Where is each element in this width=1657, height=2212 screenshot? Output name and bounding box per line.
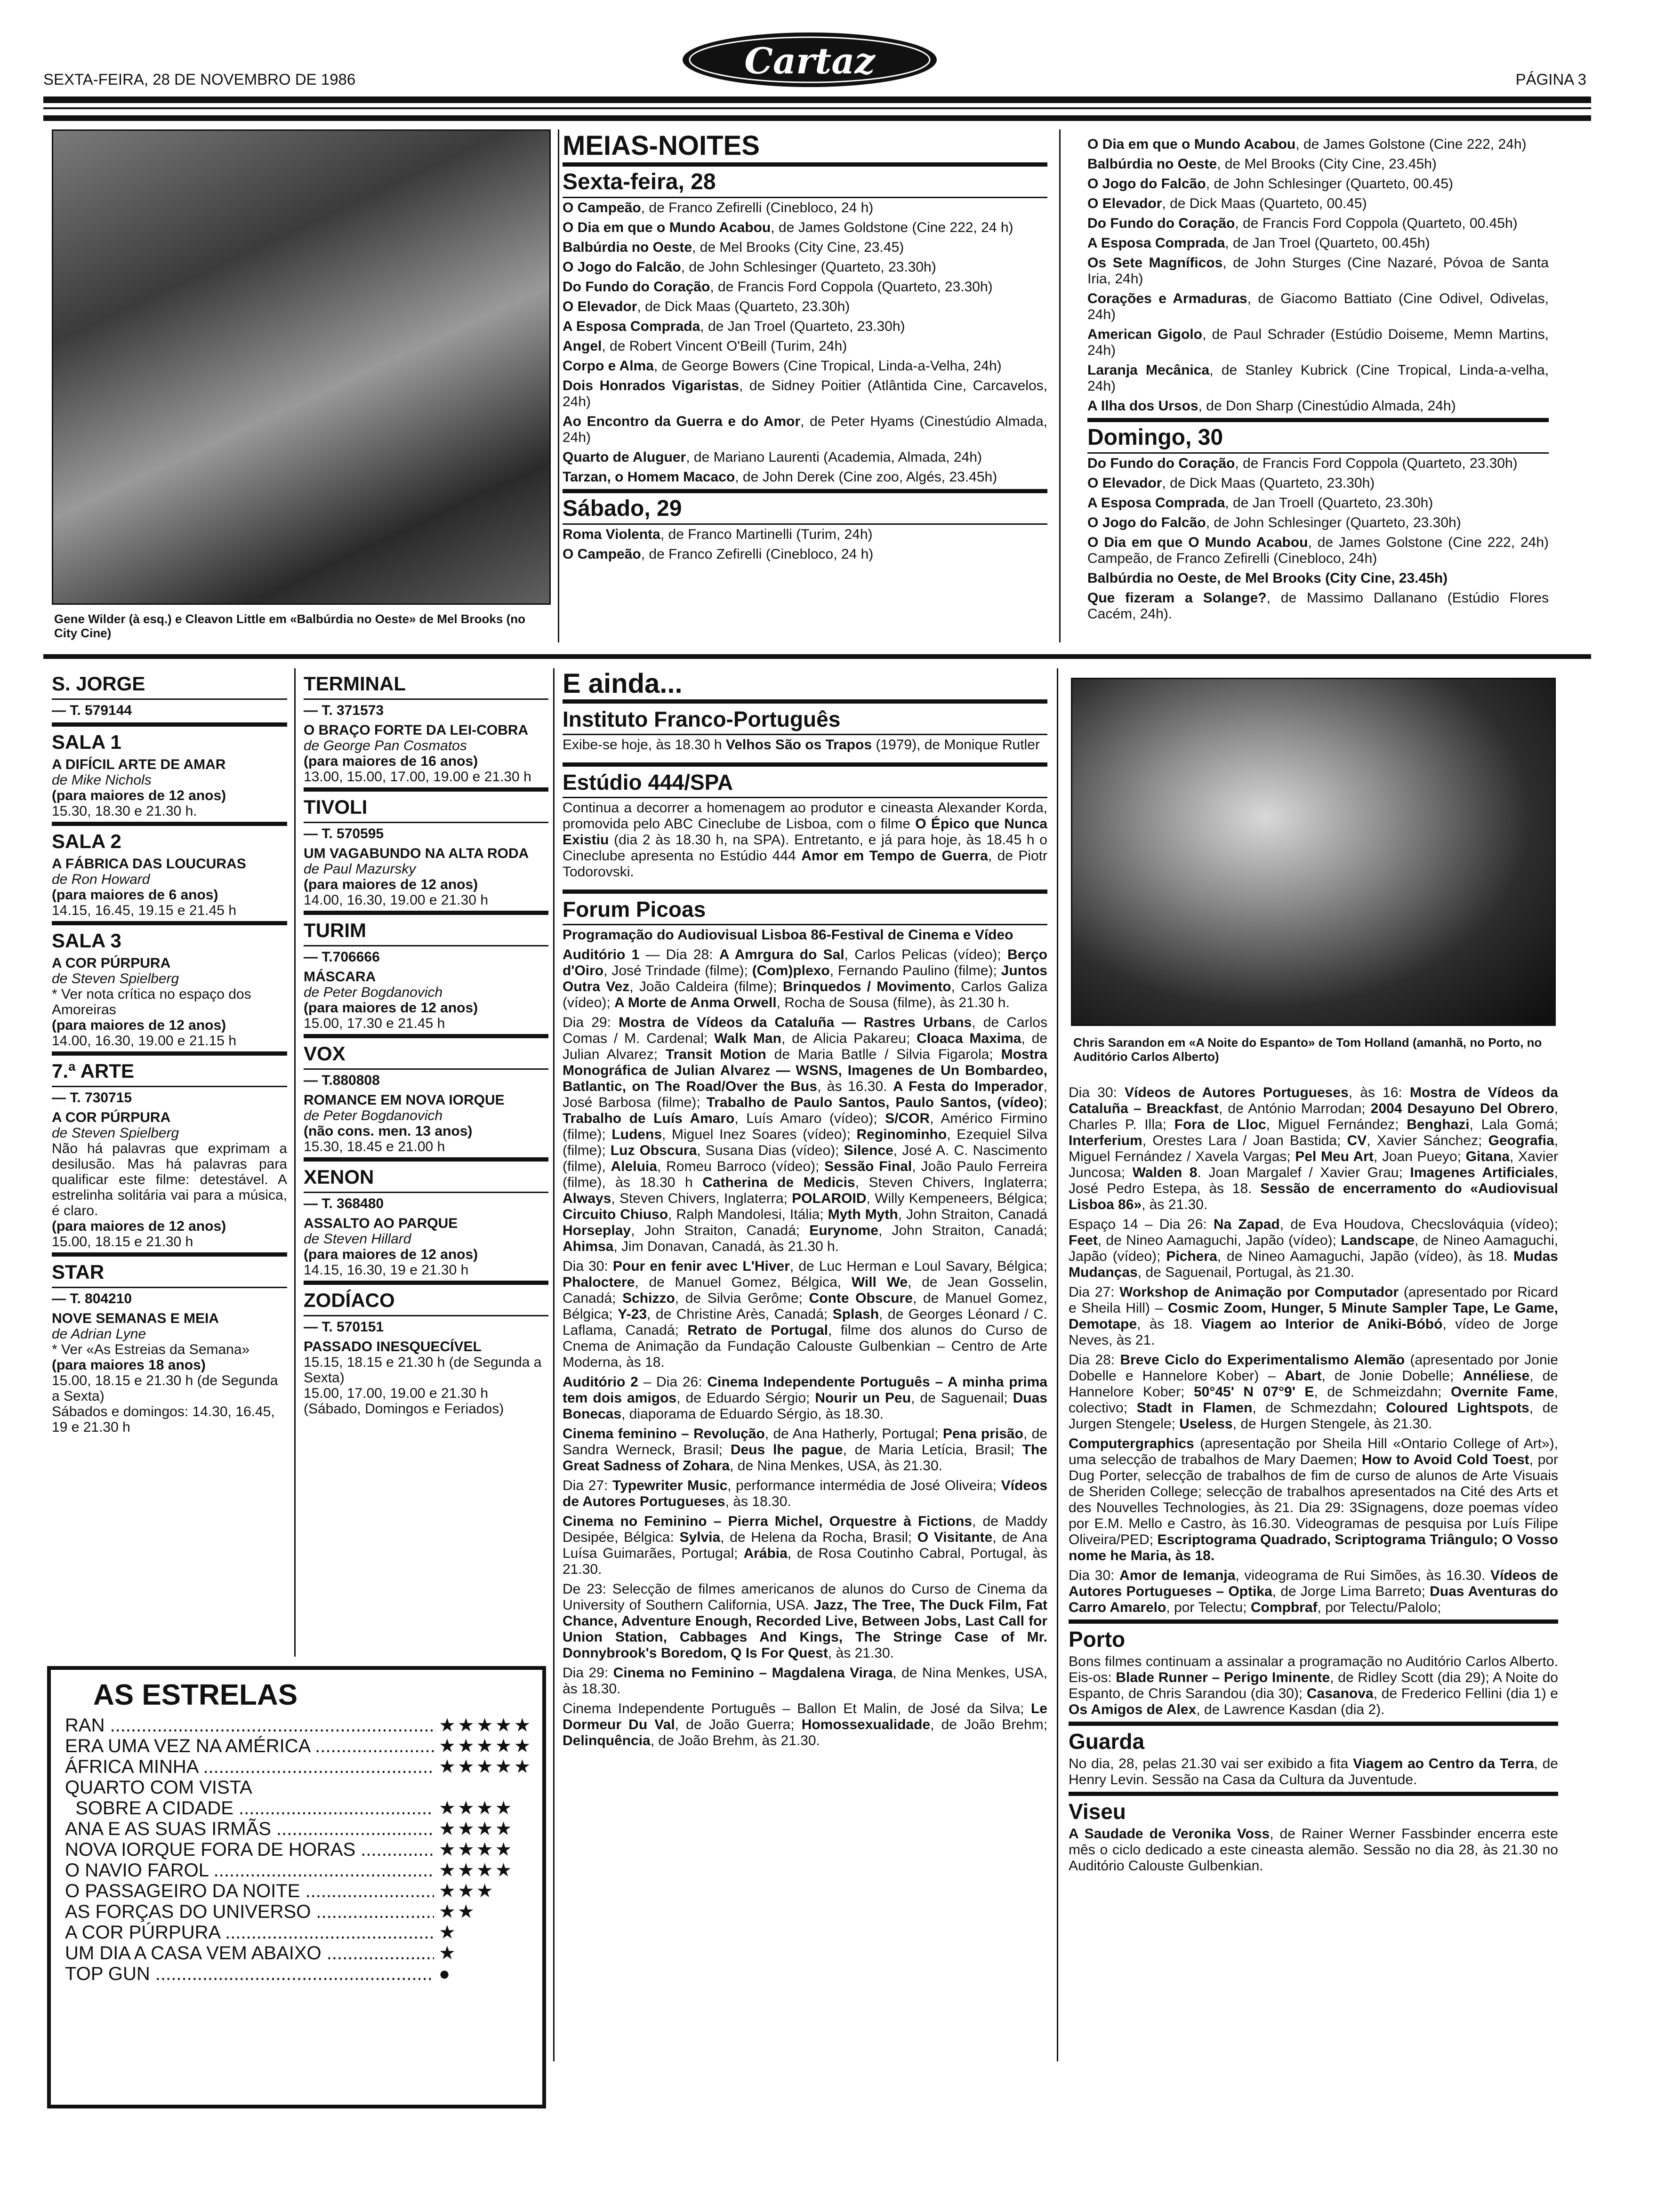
- listing-item: O Campeão, de Franco Zefirelli (Cinebloco, 24 h): [563, 200, 874, 216]
- listing-item: Do Fundo do Coração, de Francis Ford Coppola (Quarteto, 23.30h): [563, 279, 993, 295]
- rating-film-title: NOVA IORQUE FORA DE HORAS .....: [65, 1839, 434, 1860]
- photo-caption-balburdia: Gene Wilder (à esq.) e Cleavon Little em «Balbúrdia no Oeste» de Mel Brooks (no City Cine): [54, 612, 525, 640]
- rating-film-title: SOBRE A CIDADE .....: [65, 1798, 434, 1819]
- rating-stars-icon: ★★★★★: [439, 1756, 533, 1777]
- forum-text: [563, 927, 1047, 1749]
- rating-row: [65, 1922, 533, 1943]
- listing-item: O Jogo do Falcão, de John Schlesinger (Quarteto, 23.30h): [1087, 515, 1461, 530]
- ratings-list: [65, 1715, 533, 1984]
- heading-porto: Porto: [1069, 1619, 1558, 1651]
- rating-film-title: TOP GUN .....: [65, 1964, 434, 1984]
- heading-forum-picoas: Forum Picoas: [563, 890, 1047, 921]
- film-rating: (para maiores 18 anos): [52, 1357, 206, 1373]
- logo-text: Cartaz: [744, 40, 875, 82]
- listing-item: Dois Honrados Vigaristas, de Sidney Poitier (Atlântida Cine, Carcavelos, 24h): [563, 378, 1047, 409]
- paragraph: Dia 29: Mostra de Vídeos da Cataluña — Rastres Urbans, de Carlos Comas / M. Cardenal; Walk Man, de Alicia Pakareu; Cloaca Maxima, de Julian Alvarez; Transit Motion de Maria Batlle / Silvia Figarola; Mostra Monográfica de Julian Alvarez — WSNS, Imagenes de Un Bombardeo, Batlantic, on The Road/Over the Bus, às 16.30. A Festa do Imperador, José Barbosa (filme); Trabalho de Paulo Santos, Paulo Santos, (vídeo); Trabalho de Luís Amaro, Luís Amaro (vídeo); S/COR, Américo Firmino (filme); Ludens, Miguel Inez Soares (vídeo); Reginominho, Ezequiel Silva (filme); Luz Obscura, Susana Dias (vídeo); Silence, José A. C. Nascimento (filme), Aleluia, Romeu Barroco (vídeo); Sessão Final, João Paulo Ferreira (filme), às 18.30 h Catherina de Medicis, Steven Chivers, Inglaterra; Always, Steven Chivers, Inglaterra; POLAROID, Willy Kempeneers, Bélgica; Circuito Chiuso, Ralph Mandolesi, Itália; Myth Myth, John Straiton, Canadá Horseplay, John Straiton, Canadá; Eurynome, John Straiton, Canadá; Ahimsa, Jim Donavan, Canadá, às 21.30 h.: [563, 1015, 1048, 1254]
- film-director: de Ron Howard: [52, 872, 150, 887]
- rating-row: [65, 1777, 533, 1798]
- column-cinemas-1: [52, 668, 287, 1438]
- phone-zodiaco: — T. 570151: [304, 1315, 548, 1335]
- listing-item: Do Fundo do Coração, de Francis Ford Coppola (Quarteto, 00.45h): [1087, 216, 1518, 231]
- estrelas-title: AS ESTRELAS: [93, 1679, 298, 1711]
- rating-stars-icon: ★★★★★: [439, 1736, 533, 1756]
- listing-item: American Gigolo, de Paul Schrader (Estúdio Doiseme, Memn Martins, 24h): [1087, 327, 1549, 358]
- listing-item: Do Fundo do Coração, de Francis Ford Coppola (Quarteto, 23.30h): [1087, 456, 1518, 471]
- rating-film-title: A COR PÚRPURA .....: [65, 1922, 434, 1943]
- day-heading-domingo: Domingo, 30: [1087, 418, 1549, 449]
- paragraph: Cinema Independente Português – Ballon Et Malin, de José da Silva; Le Dormeur Du Val, de João Guerra; Homossexualidade, de João Brehm; Delinquência, de João Brehm, às 21.30.: [563, 1701, 1047, 1748]
- rating-stars-icon: ●: [439, 1964, 452, 1984]
- film-note: Não há palavras que exprimam a desilusão. Mas há palavras para qualificar este filme: detestável. A estrelinha solitária vai para a música, é claro.: [52, 1141, 287, 1218]
- column-4-text: [1069, 1085, 1558, 1878]
- sala3-heading: SALA 3: [52, 921, 287, 953]
- meias-noites-continued: [1087, 136, 1549, 626]
- film-entry: [304, 722, 548, 785]
- header-rule: [43, 96, 1591, 103]
- film-times-weekend: 15.00, 17.00, 19.00 e 21.30 h (Sábado, Domingos e Feriados): [304, 1386, 504, 1417]
- column-divider: [1057, 668, 1058, 2061]
- film-times: 15.00, 18.15 e 21.30 h (de Segunda a Sexta): [52, 1373, 278, 1404]
- estrelas-box: [47, 1666, 546, 2108]
- phone-7arte: — T. 730715: [52, 1086, 287, 1106]
- film-entry: [304, 1216, 548, 1278]
- section-rule: [43, 654, 1591, 659]
- rating-row: [65, 1715, 533, 1736]
- cinema-star: STAR: [52, 1252, 287, 1284]
- listing-item: O Elevador, de Dick Maas (Quarteto, 00.45): [1087, 196, 1367, 211]
- film-title: A COR PÚRPURA: [52, 955, 171, 971]
- porto-text: [1069, 1654, 1558, 1718]
- rating-film-title: ANA E AS SUAS IRMÃS .....: [65, 1819, 434, 1839]
- film-title: ROMANCE EM NOVA IORQUE: [304, 1092, 505, 1108]
- photo-noite-do-espanto: [1071, 678, 1556, 1026]
- guarda-text: [1069, 1756, 1558, 1788]
- film-times: 15.00, 18.15 e 21.30 h: [52, 1234, 193, 1250]
- listing-item: O Dia em que O Mundo Acabou, de James Golstone (Cine 222, 24h) Campeão, de Franco Zefirelli (Cinebloco, 24h): [1087, 535, 1549, 566]
- sexta-list: [563, 200, 1047, 485]
- rating-stars-icon: ★: [439, 1943, 458, 1964]
- film-rating: (para maiores de 12 anos): [52, 1018, 226, 1033]
- paragraph: Dia 28: Breve Ciclo do Experimentalismo Alemão (apresentado por Jonie Dobelle e Hannelore Kober) – Abart, de Jonie Dobelle; Annéliese, de Hannelore Kober; 50°45' N 07°9' E, de Schmeizdahn; Overnite Fame, colectivo; Stadt in Flamen, de Schmezdahn; Coloured Lightspots, de Jurgen Stengele; Useless, de Hurgen Stengele, às 21.30.: [1069, 1352, 1559, 1432]
- listing-item: O Elevador, de Dick Maas (Quarteto, 23.30h): [1087, 475, 1375, 491]
- day-heading-sexta: Sexta-feira, 28: [563, 162, 1047, 194]
- film-note: * Ver «As Estreias da Semana»: [52, 1342, 250, 1357]
- rating-stars-icon: ★★: [439, 1901, 476, 1922]
- listing-item: Que fizeram a Solange?, de Massimo Dallanano (Estúdio Flores Cacém, 24h).: [1087, 590, 1549, 622]
- rating-stars-icon: ★: [439, 1922, 458, 1943]
- paragraph: Espaço 14 – Dia 26: Na Zapad, de Eva Houdova, Checslováquia (vídeo); Feet, de Nineo Aamaguchi, Japão (vídeo); Landscape, de Nineo Aamaguchi, Japão (vídeo); Pichera, de Nineo Aamaguchi, Japão (vídeo), às 18. Mudas Mudanças, de Saguenail, Portugal, às 21.30.: [1069, 1217, 1558, 1280]
- photo-balburdia: [52, 129, 551, 605]
- film-times: 14.15, 16.30, 19 e 21.30 h: [304, 1262, 469, 1278]
- listing-item: A Esposa Comprada, de Jan Troel (Quarteto, 23.30h): [563, 319, 905, 334]
- rating-film-title: RAN .....: [65, 1715, 434, 1736]
- film-director: de Adrian Lyne: [52, 1326, 146, 1342]
- rating-row: [65, 1964, 533, 1984]
- rating-row: [65, 1860, 533, 1881]
- forum-continued-text: [1069, 1085, 1558, 1616]
- film-director: de Paul Mazursky: [304, 861, 416, 877]
- section-title: MEIAS-NOITES: [563, 130, 760, 161]
- film-entry: [304, 969, 548, 1031]
- rating-stars-icon: ★★★★★: [439, 1715, 533, 1736]
- film-title: A FÁBRICA DAS LOUCURAS: [52, 856, 246, 872]
- rating-row: [65, 1756, 533, 1777]
- header-rule-thin: [43, 107, 1591, 109]
- phone-star: — T. 804210: [52, 1287, 287, 1307]
- rating-film-title: UM DIA A CASA VEM ABAIXO .....: [65, 1943, 434, 1964]
- paragraph: Continua a decorrer a homenagem ao produtor e cineasta Alexander Korda, promovida pelo ABC Cineclube de Lisboa, com o filme O Épico que Nunca Existiu (dia 2 às 18.30 h, na SPA). Entretanto, e já para hoje, às 18.45 h o Cineclube apresenta no Estúdio 444 Amor em Tempo de Guerra, de Piotr Todorovski.: [563, 800, 1048, 880]
- listing-item: Tarzan, o Homem Macaco, de John Derek (Cine zoo, Algés, 23.45h): [563, 469, 997, 485]
- film-times: 15.30, 18.45 e 21.00 h: [304, 1139, 445, 1154]
- film-director: de Steven Spielberg: [52, 1125, 179, 1141]
- film-director: de Steven Spielberg: [52, 971, 179, 986]
- sala1-heading: SALA 1: [52, 722, 287, 754]
- paragraph: Dia 29: Cinema no Feminino – Magdalena Viraga, de Nina Menkes, USA, às 18.30.: [563, 1665, 1047, 1697]
- heading-estudio444: Estúdio 444/SPA: [563, 762, 1047, 794]
- rating-row: [65, 1881, 533, 1901]
- film-times: 15.15, 18.15 e 21.30 h (de Segunda a Sexta): [304, 1354, 542, 1386]
- cinema-7arte: 7.ª ARTE: [52, 1051, 287, 1083]
- paragraph: Auditório 2 – Dia 26: Cinema Independente Português – A minha prima tem dois amigos, de Eduardo Sérgio; Nourir un Peu, de Saguenail; Duas Bonecas, diaporama de Eduardo Sérgio, às 18.30.: [563, 1374, 1047, 1422]
- rating-row: [65, 1819, 533, 1839]
- paragraph: Bons filmes continuam a assinalar a programação no Auditório Carlos Alberto. Eis-os: Blade Runner – Perigo Iminente, de Ridley Scott (dia 29); A Noite do Espanto, de Chris Sarandou (dia 30); Casanova, de Frederico Fellini (dia 1) e Os Amigos de Alex, de Lawrence Kasdan (dia 2).: [1069, 1654, 1558, 1717]
- film-times: 14.00, 16.30, 19.00 e 21.30 h: [304, 892, 489, 908]
- cinema-vox: VOX: [304, 1034, 548, 1066]
- sala2-heading: SALA 2: [52, 822, 287, 853]
- listing-item: O Jogo do Falcão, de John Schlesinger (Quarteto, 00.45): [1087, 176, 1454, 192]
- listing-item: Corações e Armaduras, de Giacomo Battiato (Cine Odivel, Odivelas, 24h): [1087, 291, 1549, 322]
- rating-film-title: ERA UMA VEZ NA AMÉRICA .....: [65, 1736, 434, 1756]
- day-heading-sabado: Sábado, 29: [563, 489, 1047, 521]
- film-note: * Ver nota crítica no espaço dos Amoreiras: [52, 986, 251, 1018]
- cinema-terminal: TERMINAL: [304, 673, 406, 695]
- rating-film-title: O PASSAGEIRO DA NOITE .....: [65, 1881, 434, 1901]
- rating-stars-icon: ★★★★: [439, 1798, 514, 1819]
- heading-instituto: Instituto Franco-Português: [563, 699, 1047, 731]
- paragraph: Dia 30: Amor de Iemanja, videograma de Rui Simões, às 16.30. Vídeos de Autores Portugueses – Optika, de Jorge Lima Barreto; Duas Aventuras do Carro Amarelo, por Telectu; Compbraf, por Telectu/Palolo;: [1069, 1568, 1558, 1615]
- heading-viseu: Viseu: [1069, 1792, 1558, 1823]
- phone-xenon: — T. 368480: [304, 1192, 548, 1212]
- rating-film-title: QUARTO COM VISTA: [65, 1777, 252, 1798]
- listing-item: Roma Violenta, de Franco Martinelli (Turim, 24h): [563, 527, 873, 542]
- listing-item: Quarto de Aluguer, de Mariano Laurenti (Academia, Almada, 24h): [563, 449, 982, 465]
- film-rating: (para maiores de 12 anos): [52, 788, 226, 803]
- paragraph: Programação do Audiovisual Lisboa 86-Festival de Cinema e Vídeo: [563, 927, 1014, 943]
- phone-turim: — T.706666: [304, 945, 548, 965]
- cinema-turim: TURIM: [304, 911, 548, 942]
- rating-row: [65, 1798, 533, 1819]
- film-times-weekend: Sábados e domingos: 14.30, 16.45, 19 e 21.30 h: [52, 1404, 275, 1435]
- phone-terminal: — T. 371573: [304, 698, 548, 719]
- film-title: NOVE SEMANAS E MEIA: [52, 1311, 219, 1326]
- viseu-text: [1069, 1826, 1558, 1874]
- film-entry: [52, 757, 287, 819]
- cinema-xenon: XENON: [304, 1157, 548, 1189]
- masthead-logo: [678, 26, 941, 92]
- film-director: de George Pan Cosmatos: [304, 738, 467, 753]
- film-rating: (para maiores de 16 anos): [304, 753, 478, 769]
- listing-item: O Elevador, de Dick Maas (Quarteto, 23.30h): [563, 299, 850, 314]
- cinema-sjorge: S. JORGE: [52, 673, 145, 695]
- listing-item: A Esposa Comprada, de Jan Troell (Quarteto, 23.30h): [1087, 495, 1433, 511]
- paragraph: Computergraphics (apresentação por Sheila Hill «Ontario College of Art»), uma selecção de trabalhos de Mary Daemen; How to Avoid Cold Toest, por Dug Porter, selecção de trabalhos de fim de curso de alunos de Arte Visuais de Sheriden College; selecção de trabalhos apresentados na Cité des Arts et des Nouvelles Technologies, às 21. Dia 29: 3Signagens, doze poemas vídeo por E.M. Mello e Castro, às 16.30. Videogramas de pesquisa por Luís Filipe Oliveira/PED; Escriptograma Quadrado, Scriptograma Triângulo; O Vosso nome he Maria, às 18.: [1069, 1436, 1559, 1563]
- rating-stars-icon: ★★★★: [439, 1839, 514, 1860]
- film-rating: (para maiores de 12 anos): [52, 1218, 226, 1234]
- paragraph: Dia 30: Vídeos de Autores Portugueses, às 16: Mostra de Vídeos da Cataluña – Breackfast, de António Marrodan; 2004 Desayuno Del Obrero, Charles P. Illa; Fora de Lloc, Miguel Fernández; Benghazi, Lala Gomá; Interferium, Orestes Lara / Joan Bastida; CV, Xavier Sánchez; Geografia, Miguel Fernández / Xavela Vargas; Pel Meu Art, Joan Pueyo; Gitana, Xavier Juncosa; Walden 8. Joan Margalef / Xavier Grau; Imagenes Artificiales, José Pedro Estepa, às 18. Sessão de encerramento do «Audiovisual Lisboa 86», às 21.30.: [1069, 1085, 1558, 1212]
- rating-film-title: O NAVIO FAROL .....: [65, 1860, 434, 1881]
- film-rating: (para maiores de 6 anos): [52, 887, 218, 903]
- listing-item: Laranja Mecânica, de Stanley Kubrick (Cine Tropical, Linda-a-velha, 24h): [1087, 362, 1549, 394]
- rating-film-title: ÁFRICA MINHA .....: [65, 1756, 434, 1777]
- film-times: 15.00, 17.30 e 21.45 h: [304, 1016, 445, 1031]
- listing-item: O Jogo do Falcão, de John Schlesinger (Quarteto, 23.30h): [563, 259, 936, 275]
- rating-stars-icon: ★★★★: [439, 1819, 514, 1839]
- sabado-list-continued: [1087, 136, 1549, 414]
- film-times: 14.15, 16.45, 19.15 e 21.45 h: [52, 903, 237, 918]
- rating-row: [65, 1736, 533, 1756]
- column-cinemas-2: [304, 668, 548, 1419]
- listing-item: Balbúrdia no Oeste, de Mel Brooks (City Cine, 23.45h): [1087, 570, 1448, 586]
- paragraph: De 23: Selecção de filmes americanos de alunos do Curso de Cinema da University of Southern California, USA. Jazz, The Tree, The Duck Film, Fat Chance, Adventure Enough, Recorded Live, Between Jobs, Last Call for Union Station, Cabbages And Kings, The Stringe Case of Mr. Donnybrook's Boredom, Q Is For Quest, às 21.30.: [563, 1581, 1047, 1661]
- rating-stars-icon: [434, 1777, 533, 1798]
- film-times: 14.00, 16.30, 19.00 e 21.15 h: [52, 1033, 237, 1049]
- paragraph: No dia, 28, pelas 21.30 vai ser exibido a fita Viagem ao Centro da Terra, de Henry Levin. Sessão na Casa da Cultura da Juventude.: [1069, 1756, 1558, 1787]
- instituto-text: [563, 737, 1047, 753]
- film-rating: (não cons. men. 13 anos): [304, 1123, 473, 1139]
- column-divider: [1059, 129, 1061, 642]
- listing-item: Balbúrdia no Oeste, de Mel Brooks (City Cine, 23.45): [563, 240, 904, 255]
- paragraph: Dia 27: Workshop de Animação por Computador (apresentado por Ricard e Sheila Hill) – Cosmic Zoom, Hunger, 5 Minute Sampler Tape, Le Game, Demotape, às 18. Viagem ao Interior de Aniki-Bóbó, vídeo de Jorge Neves, às 21.: [1069, 1284, 1558, 1348]
- estudio444-text: [563, 800, 1047, 880]
- film-director: de Peter Bogdanovich: [304, 985, 443, 1000]
- paragraph: Exibe-se hoje, às 18.30 h Velhos São os Trapos (1979), de Monique Rutler: [563, 737, 1040, 753]
- paragraph: Auditório 1 — Dia 28: A Amrgura do Sal, Carlos Pelicas (vídeo); Berço d'Oiro, José Trindade (filme); (Com)plexo, Fernando Paulino (filme); Juntos Outra Vez, João Caldeira (filme); Brinquedos / Movimento, Carlos Galiza (vídeo); A Morte de Anma Orwell, Rocha de Sousa (filme), às 21.30 h.: [563, 947, 1048, 1010]
- cinema-zodiaco: ZODÍACO: [304, 1281, 548, 1312]
- header-rule-2: [43, 115, 1591, 121]
- film-title: ASSALTO AO PARQUE: [304, 1216, 458, 1231]
- film-entry: [304, 1339, 548, 1417]
- listing-item: Angel, de Robert Vincent O'Beill (Turim, 24h): [563, 338, 847, 354]
- paragraph: Cinema feminino – Revolução, de Ana Hatherly, Portugal; Pena prisão, de Sandra Werneck, Brasil; Deus lhe pague, de Maria Letícia, Brasil; The Great Sadness of Zohara, de Nina Menkes, USA, às 21.30.: [563, 1426, 1047, 1474]
- film-entry: [52, 1311, 287, 1435]
- heading-guarda: Guarda: [1069, 1722, 1558, 1753]
- film-times: 13.00, 15.00, 17.00, 19.00 e 21.30 h: [304, 769, 531, 785]
- section-title: E ainda...: [563, 668, 683, 699]
- page-number: PÁGINA 3: [1515, 71, 1586, 88]
- phone-vox: — T.880808: [304, 1068, 548, 1089]
- sabado-list: [563, 527, 1047, 562]
- film-entry: [52, 1110, 287, 1250]
- film-rating: (para maiores de 12 anos): [304, 1247, 478, 1262]
- film-rating: (para maiores de 12 anos): [304, 1000, 478, 1016]
- listing-item: O Campeão, de Franco Zefirelli (Cinebloco, 24 h): [563, 546, 874, 562]
- phone-sjorge: — T. 579144: [52, 698, 287, 719]
- paragraph: Dia 30: Pour en fenir avec L'Hiver, de Luc Herman e Loul Savary, Bélgica; Phaloctere, de Manuel Gomez, Bélgica, Will We, de Jean Gosselin, Canadá; Schizzo, de Silvia Gerôme; Conte Obscure, de Manuel Gomez, Bélgica; Y-23, de Christine Arès, Canadá; Splash, de Georges Léonard / C. Laflama, Canadá; Retrato de Portugal, filme dos alunos do Curso de Cnema de Animação da Fundação Calouste Gulbenkian – Centro de Arte Moderna, às 18.: [563, 1258, 1048, 1370]
- paragraph: Cinema no Feminino – Pierra Michel, Orquestre à Fictions, de Maddy Desipée, Bélgica: Sylvia, de Helena da Rocha, Brasil; O Visitante, de Ana Luísa Guimarães, Portugal; Arábia, de Rosa Coutinho Cabral, Portugal, às 21.30.: [563, 1514, 1047, 1577]
- listing-item: Balbúrdia no Oeste, de Mel Brooks (City Cine, 23.45h): [1087, 156, 1437, 172]
- domingo-list: [1087, 456, 1549, 622]
- film-times: 15.30, 18.30 e 21.30 h.: [52, 803, 197, 819]
- column-divider: [558, 129, 559, 642]
- meias-noites-section: [563, 129, 1047, 566]
- listing-item: A Esposa Comprada, de Jan Troel (Quarteto, 00.45h): [1087, 235, 1430, 251]
- e-ainda-section: [563, 668, 1047, 1753]
- paragraph: A Saudade de Veronika Voss, de Rainer Werner Fassbinder encerra este mês o ciclo dedicado a este cineasta alemão. Sessão no dia 28, às 21.30 no Auditório Calouste Gulbenkian.: [1069, 1826, 1558, 1874]
- rating-film-title: AS FORÇAS DO UNIVERSO .....: [65, 1901, 434, 1922]
- film-entry: [304, 846, 548, 908]
- listing-item: Ao Encontro da Guerra e do Amor, de Peter Hyams (Cinestúdio Almada, 24h): [563, 414, 1047, 445]
- listing-item: Os Sete Magníficos, de John Sturges (Cine Nazaré, Póvoa de Santa Iria, 24h): [1087, 255, 1549, 287]
- column-divider: [553, 668, 555, 2061]
- column-divider: [294, 668, 296, 1657]
- film-entry: [52, 955, 287, 1049]
- film-title: O BRAÇO FORTE DA LEI-COBRA: [304, 722, 529, 738]
- paragraph: Dia 27: Typewriter Music, performance intermédia de José Oliveira; Vídeos de Autores Portugueses, às 18.30.: [563, 1478, 1048, 1509]
- listing-item: Corpo e Alma, de George Bowers (Cine Tropical, Linda-a-Velha, 24h): [563, 358, 1002, 374]
- film-title: A COR PÚRPURA: [52, 1110, 171, 1125]
- cinema-tivoli: TIVOLI: [304, 787, 548, 819]
- film-entry: [304, 1092, 548, 1154]
- film-director: de Steven Hillard: [304, 1231, 411, 1247]
- listing-item: O Dia em que o Mundo Acabou, de James Goldstone (Cine 222, 24 h): [563, 220, 1014, 235]
- issue-date: SEXTA-FEIRA, 28 DE NOVEMBRO DE 1986: [43, 71, 356, 88]
- film-rating: (para maiores de 12 anos): [304, 877, 478, 892]
- film-director: de Mike Nichols: [52, 772, 152, 788]
- film-title: A DIFÍCIL ARTE DE AMAR: [52, 757, 226, 772]
- film-title: MÁSCARA: [304, 969, 376, 985]
- rating-stars-icon: ★★★★: [439, 1860, 514, 1881]
- film-title: UM VAGABUNDO NA ALTA RODA: [304, 846, 529, 861]
- rating-row: [65, 1839, 533, 1860]
- rating-row: [65, 1943, 533, 1964]
- film-director: de Peter Bogdanovich: [304, 1108, 443, 1123]
- listing-item: A Ilha dos Ursos, de Don Sharp (Cinestúdio Almada, 24h): [1087, 398, 1456, 414]
- film-entry: [52, 856, 287, 918]
- phone-tivoli: — T. 570595: [304, 822, 548, 842]
- listing-item: O Dia em que o Mundo Acabou, de James Golstone (Cine 222, 24h): [1087, 136, 1527, 152]
- photo-caption-noite: Chris Sarandon em «A Noite do Espanto» de Tom Holland (amanhã, no Porto, no Auditório Carlos Alberto): [1073, 1035, 1542, 1064]
- rating-row: [65, 1901, 533, 1922]
- film-title: PASSADO INESQUECÍVEL: [304, 1339, 482, 1354]
- rating-stars-icon: ★★★: [439, 1881, 495, 1901]
